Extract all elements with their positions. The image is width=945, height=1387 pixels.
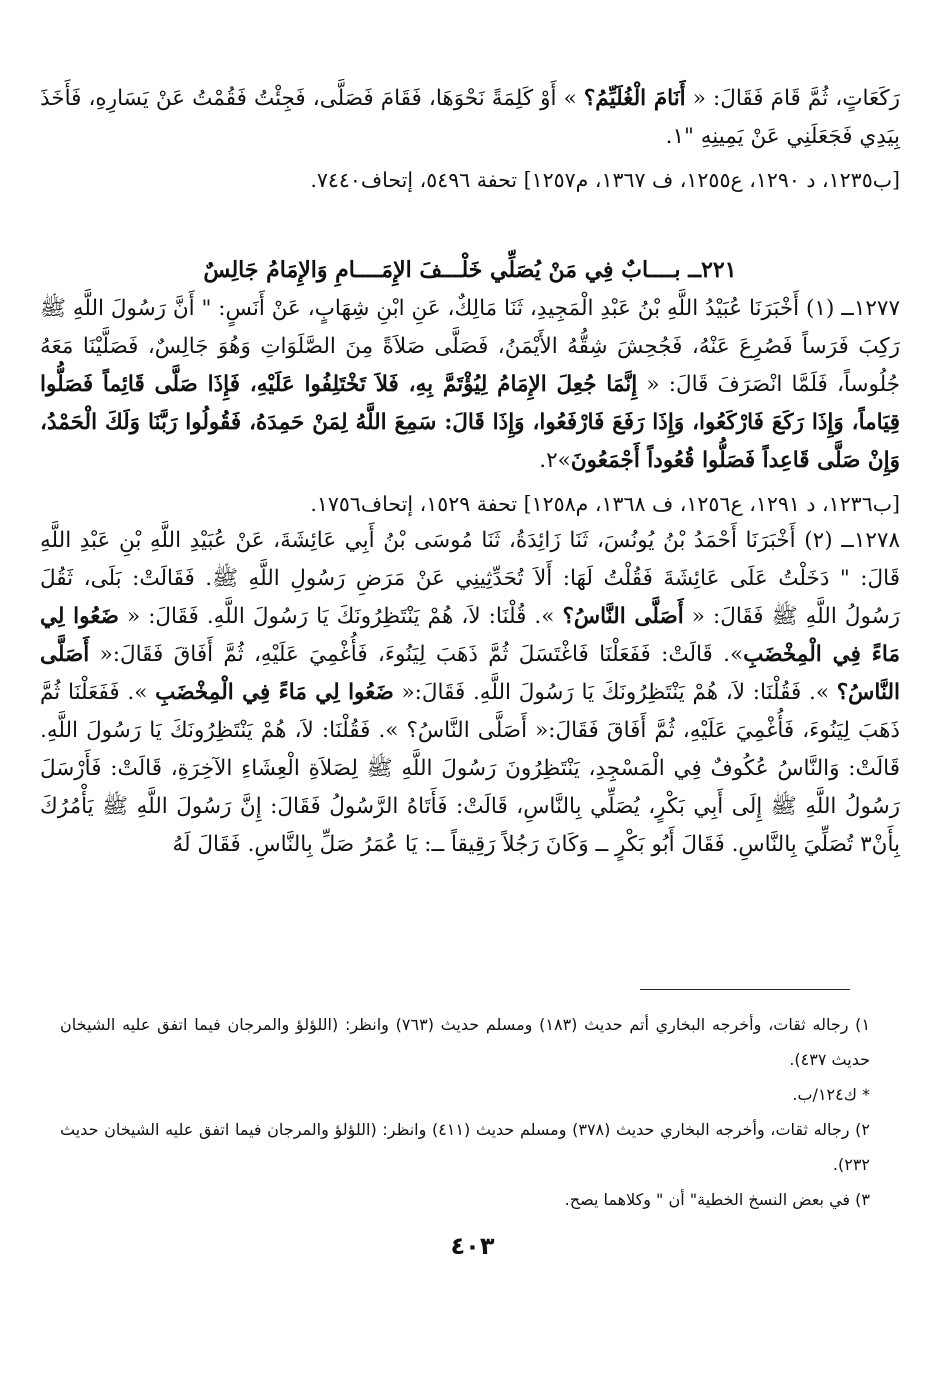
- footnotes: [60, 1007, 870, 1217]
- continued-hadith-paragraph: [40, 80, 900, 156]
- prophetic-quote: إِنَّمَا جُعِلَ الإِمَامُ لِيُؤْتَمَّ بِهِ، فَلاَ تَخْتَلِفُوا عَلَيْهِ، فَإِذَا صَلَّى قَائِماً فَصَلُّوا قِيَاماً، وَإِذَا رَكَعَ فَارْكَعُوا، وَإِذَا رَفَعَ فَارْفَعُوا، وَإِذَا قَالَ: سَمِعَ اللَّهُ لِمَنْ حَمِدَهُ، فَقُولُوا رَبَّنَا وَلَكَ الْحَمْدُ، وَإِنْ صَلَّى قَاعِداً فَصَلُّوا قُعُوداً أَجْمَعُونَ: [40, 372, 900, 473]
- footnote-2: ٢) رجاله ثقات، وأخرجه البخاري حديث (٣٧٨) ومسلم حديث (٤١١) وانظر: (اللؤلؤ والمرجان فيما اتفق عليه الشيخان حديث ٢٣٢).: [60, 1120, 871, 1174]
- text-run: رَكَعَاتٍ، ثُمَّ قَامَ فَقَالَ: «: [685, 86, 900, 111]
- reference-line: [ب١٢٣٦، د ١٢٩١، ع١٢٥٦، ف ١٣٦٨، م١٢٥٨] تحفة ١٥٢٩، إتحاف١٧٥٦.: [310, 492, 900, 516]
- reference-line: [ب١٢٣٥، د ١٢٩٠، ع١٢٥٥، ف ١٣٦٧، م١٢٥٧] تحفة ٥٤٩٦، إتحاف٧٤٤٠.: [310, 168, 900, 192]
- text-run: ١٢٧٨ــ (٢) أَخْبَرَنَا أَحْمَدُ بْنُ يُونُسَ، ثَنَا زَائِدَةُ، ثَنَا مُوسَى بْنُ أَبِي عَائِشَةَ، عَنْ عُبَيْدِ اللَّهِ بْنِ عَبْدِ اللَّهِ قَالَ: " دَخَلْتُ عَلَى عَائِشَةَ فَقُلْتُ لَهَا: أَلاَ تُحَدِّثِينِي عَنْ مَرَضِ رَسُولِ اللَّهِ ﷺ. فَقَالَتْ: بَلَى، ثَقُلَ رَسُولُ اللَّهِ ﷺ فَقَالَ: «: [40, 528, 901, 629]
- text-run: ». قُلْنَا: لاَ، هُمْ يَنْتَظِرُونَكَ يَا رَسُولَ اللَّهِ. فَقَالَ: «: [118, 604, 563, 629]
- prophetic-quote: أَنَامَ الْغُلَيِّمُ؟: [583, 86, 686, 111]
- text-run: » أَوْ كَلِمَةً نَحْوَهَا، فَقَامَ فَصَلَّى، فَجِئْتُ فَقُمْتُ عَنْ يَسَارِهِ، فَأَخَذَ بِيَدِي فَجَعَلَنِي عَنْ يَمِينِهِ "١.: [40, 86, 900, 149]
- prophetic-quote: أَصَلَّى النَّاسُ؟: [40, 642, 900, 705]
- footnote-divider: [640, 989, 850, 990]
- text-run: ». قَالَتْ: فَفَعَلْنَا فَاغْتَسَلَ ثُمَّ ذَهَبَ لِيَنُوءَ، فَأُغْمِيَ عَلَيْهِ، ثُمَّ أَفَاقَ فَقَالَ:«: [89, 642, 744, 667]
- hadith-1278: [40, 522, 900, 864]
- text-run: ». فَفَعَلْنَا ثُمَّ ذَهَبَ لِيَنُوءَ، فَأُغْمِيَ عَلَيْهِ، ثُمَّ أَفَاقَ فَقَالَ:« أَصَلَّى النَّاسُ؟ ». فَقُلْنَا: لاَ، هُمْ يَنْتَظِرُونَكَ يَا رَسُولَ اللَّهِ. قَالَتْ: وَالنَّاسُ عُكُوفٌ فِي الْمَسْجِدِ، يَنْتَظِرُونَ رَسُولَ اللَّهِ ﷺ لِصَلاَةِ الْعِشَاءِ الآخِرَةِ، قَالَتْ: فَأَرْسَلَ رَسُولُ اللَّهِ ﷺ إِلَى أَبِي بَكْرٍ، يُصَلِّي بِالنَّاسِ، قَالَتْ: فَأَتَاهُ الرَّسُولُ فَقَالَ: إِنَّ رَسُولَ اللَّهِ ﷺ يَأْمُرُكَ بِأَنْ٣ تُصَلِّيَ بِالنَّاسِ. فَقَالَ أَبُو بَكْرٍ ــ وَكَانَ رَجُلاً رَقِيقاً ــ: يَا عُمَرُ صَلِّ بِالنَّاسِ. فَقَالَ لَهُ: [40, 680, 900, 857]
- spacer: [40, 198, 900, 250]
- prophetic-quote: ضَعُوا لِي مَاءً فِي الْمِخْضَبِ: [155, 680, 394, 705]
- text-run: ١٢٧٧ــ (١) أَخْبَرَنَا عُبَيْدُ اللَّهِ بْنُ عَبْدِ الْمَجِيدِ، ثَنَا مَالِكٌ، عَنِ ابْنِ شِهَابٍ، عَنْ أَنَسٍ: " أَنَّ رَسُولَ اللَّهِ ﷺ رَكِبَ فَرَساً فَصُرِعَ عَنْهُ، فَجُحِشَ شِقُّهُ الأَيْمَنُ، فَصَلَّى صَلاَةً مِنَ الصَّلَوَاتِ وَهُوَ جَالِسٌ، فَصَلَّيْنَا مَعَهُ جُلُوساً، فَلَمَّا انْصَرَفَ قَالَ: «: [40, 296, 901, 397]
- prophetic-quote: أَصَلَّى النَّاسُ؟: [562, 604, 684, 629]
- chapter-heading: ٢٢١ــ بــــابٌ فِي مَنْ يُصَلِّي خَلْـــفَ الإِمَــــامِ وَالإِمَامُ جَالِسٌ: [203, 257, 737, 283]
- prophetic-quote: ضَعُوا لِي مَاءً فِي الْمِخْضَبِ: [40, 604, 900, 667]
- book-page: [40, 80, 900, 864]
- footnote-marker: * ك١٢٤/ب.: [792, 1085, 870, 1104]
- hadith-1277: [40, 290, 900, 480]
- text-run: ». فَقُلْنَا: لاَ، هُمْ يَنْتَظِرُونَكَ يَا رَسُولَ اللَّهِ. فَقَالَ:«: [393, 680, 837, 705]
- footnote-3: ٣) في بعض النسخ الخطية" أن " وكلاهما يصح.: [564, 1190, 870, 1209]
- footnote-1: ١) رجاله ثقات، وأخرجه البخاري أتم حديث (١٨٣) ومسلم حديث (٧٦٣) وانظر: (اللؤلؤ والمرجان فيما اتفق عليه الشيخان حديث ٤٣٧).: [60, 1015, 871, 1069]
- page-number: ٤٠٣: [450, 1232, 495, 1260]
- text-run: »٢.: [539, 448, 571, 473]
